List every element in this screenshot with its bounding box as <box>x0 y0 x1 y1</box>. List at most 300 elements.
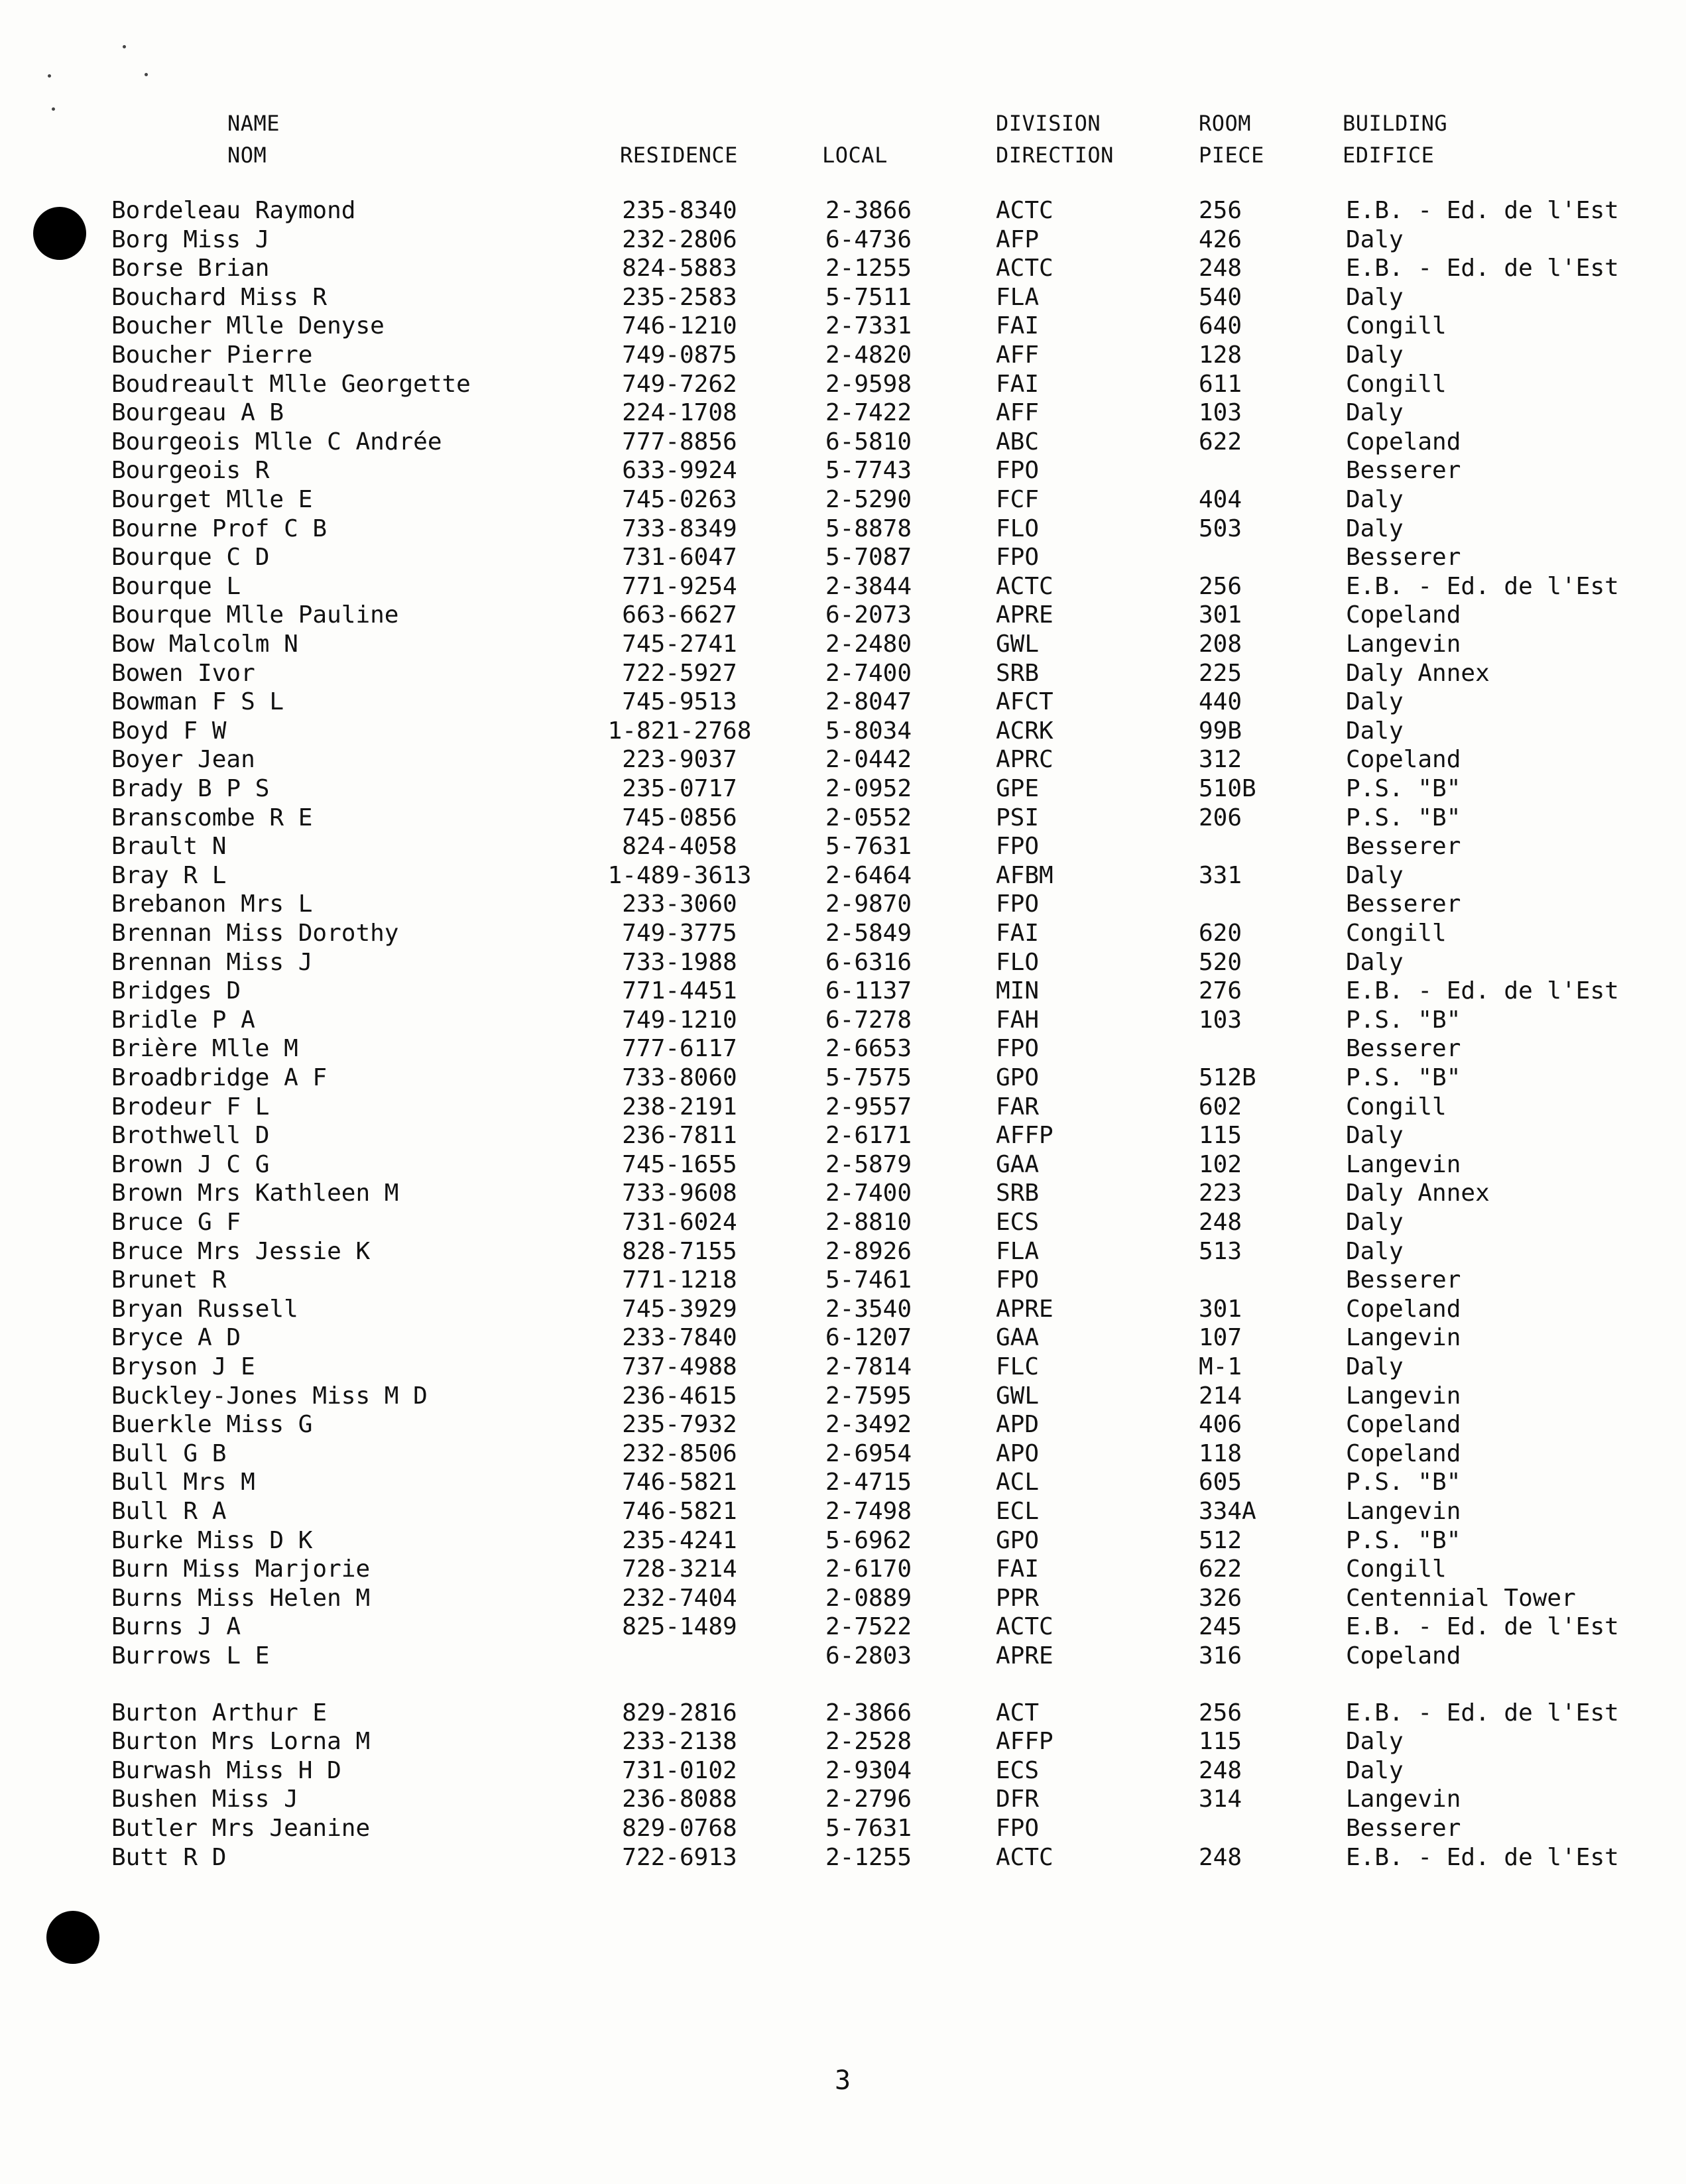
cell-residence: 828-7155 <box>622 1237 737 1265</box>
cell-residence: 235-4241 <box>622 1526 737 1554</box>
cell-division: FPO <box>996 1815 1040 1842</box>
cell-division: FPO <box>996 544 1040 572</box>
table-row <box>0 804 1686 833</box>
cell-residence: 825-1489 <box>622 1613 737 1641</box>
cell-local: 5-7631 <box>825 833 912 861</box>
cell-division: GWL <box>996 631 1040 658</box>
cell-local: 2-2480 <box>825 631 912 658</box>
cell-division: FCF <box>996 486 1040 513</box>
cell-division: AFCT <box>996 688 1054 716</box>
cell-division: AFBM <box>996 861 1054 889</box>
cell-room: 223 <box>1199 1180 1242 1207</box>
cell-name: Brodeur F L <box>111 1093 270 1121</box>
cell-room: 214 <box>1199 1382 1242 1410</box>
cell-local: 2-0952 <box>825 775 912 802</box>
cell-building: E.B. - Ed. de l'Est <box>1346 1699 1619 1727</box>
cell-name: Broadbridge A F <box>111 1064 328 1091</box>
cell-residence: 749-0875 <box>622 341 737 369</box>
cell-local: 5-7087 <box>825 544 912 572</box>
cell-local: 2-3540 <box>825 1295 912 1323</box>
cell-residence: 235-7932 <box>622 1411 737 1439</box>
header-local: LOCAL <box>822 143 888 168</box>
cell-building: Daly <box>1346 1728 1404 1756</box>
cell-local: 2-1255 <box>825 255 912 282</box>
header-building-en: BUILDING <box>1343 111 1448 136</box>
cell-local: 2-1255 <box>825 1843 912 1871</box>
speck <box>52 107 55 111</box>
cell-name: Bow Malcolm N <box>111 631 298 658</box>
cell-residence: 232-8506 <box>622 1439 737 1467</box>
cell-name: Burton Arthur E <box>111 1699 328 1727</box>
cell-building: Copeland <box>1346 1439 1461 1467</box>
header-building <box>1343 107 1447 171</box>
header-room-en: ROOM <box>1199 111 1252 136</box>
table-row <box>0 1526 1686 1555</box>
cell-residence: 1-489-3613 <box>607 861 752 889</box>
cell-local: 2-6170 <box>825 1555 912 1583</box>
cell-residence: 224-1708 <box>622 399 737 427</box>
cell-room: 102 <box>1199 1150 1242 1178</box>
header-division <box>996 107 1114 171</box>
cell-local: 2-0442 <box>825 746 912 774</box>
cell-room: 103 <box>1199 399 1242 427</box>
header-building-fr: EDIFICE <box>1343 143 1435 168</box>
cell-division: GWL <box>996 1382 1040 1410</box>
cell-building: Congill <box>1346 312 1447 340</box>
cell-name: Brault N <box>111 833 227 861</box>
cell-name: Brennan Miss Dorothy <box>111 920 399 947</box>
table-row <box>0 1295 1686 1324</box>
table-row <box>0 1814 1686 1843</box>
table-row <box>0 312 1686 341</box>
cell-building: Langevin <box>1346 631 1461 658</box>
cell-residence: 745-0856 <box>622 804 737 831</box>
cell-room: 256 <box>1199 197 1242 224</box>
cell-division: ECS <box>996 1756 1040 1784</box>
cell-division: ACL <box>996 1469 1040 1496</box>
table-row <box>0 485 1686 515</box>
cell-local: 6-4736 <box>825 225 912 253</box>
cell-division: ACT <box>996 1699 1040 1727</box>
cell-building: Langevin <box>1346 1786 1461 1813</box>
cell-residence: 745-1655 <box>622 1150 737 1178</box>
cell-residence: 829-0768 <box>622 1815 737 1842</box>
cell-room: 334A <box>1199 1498 1256 1525</box>
cell-division: ACTC <box>996 197 1054 224</box>
table-row <box>0 630 1686 659</box>
cell-building: Besserer <box>1346 1266 1461 1294</box>
cell-name: Bourget Mlle E <box>111 486 313 513</box>
cell-residence: 235-8340 <box>622 197 737 224</box>
cell-name: Burrows L E <box>111 1642 270 1669</box>
cell-local: 2-4820 <box>825 341 912 369</box>
cell-building: E.B. - Ed. de l'Est <box>1346 255 1619 282</box>
cell-building: Copeland <box>1346 601 1461 629</box>
cell-room: 611 <box>1199 370 1242 398</box>
cell-local: 2-9557 <box>825 1093 912 1121</box>
cell-local: 2-7331 <box>825 312 912 340</box>
cell-name: Bourque Mlle Pauline <box>111 601 399 629</box>
table-row <box>0 543 1686 572</box>
cell-building: Daly <box>1346 399 1404 427</box>
cell-building: Daly <box>1346 1237 1404 1265</box>
cell-name: Branscombe R E <box>111 804 313 831</box>
cell-name: Bridle P A <box>111 1006 255 1034</box>
cell-name: Bourne Prof C B <box>111 515 328 542</box>
cell-name: Brebanon Mrs L <box>111 890 313 918</box>
cell-name: Bray R L <box>111 861 227 889</box>
cell-local: 2-2796 <box>825 1786 912 1813</box>
cell-building: P.S. "B" <box>1346 775 1461 802</box>
table-row <box>0 601 1686 630</box>
cell-local: 2-3866 <box>825 197 912 224</box>
cell-building: P.S. "B" <box>1346 1526 1461 1554</box>
cell-residence: 232-2806 <box>622 225 737 253</box>
cell-local: 5-8034 <box>825 717 912 745</box>
table-row <box>0 196 1686 225</box>
cell-building: Copeland <box>1346 1642 1461 1669</box>
cell-division: FPO <box>996 457 1040 485</box>
cell-division: ACTC <box>996 1843 1054 1871</box>
table-row <box>0 1727 1686 1756</box>
cell-building: E.B. - Ed. de l'Est <box>1346 197 1619 224</box>
cell-residence: 771-1218 <box>622 1266 737 1294</box>
cell-name: Brady B P S <box>111 775 270 802</box>
cell-name: Burn Miss Marjorie <box>111 1555 371 1583</box>
table-row <box>0 919 1686 948</box>
cell-name: Brothwell D <box>111 1122 270 1150</box>
cell-division: AFP <box>996 225 1040 253</box>
cell-residence: 235-0717 <box>622 775 737 802</box>
speck <box>48 74 51 78</box>
cell-building: P.S. "B" <box>1346 1469 1461 1496</box>
cell-room: 512 <box>1199 1526 1242 1554</box>
cell-division: GPO <box>996 1064 1040 1091</box>
cell-building: Langevin <box>1346 1382 1461 1410</box>
cell-room: 440 <box>1199 688 1242 716</box>
cell-building: Copeland <box>1346 746 1461 774</box>
cell-room: 622 <box>1199 428 1242 455</box>
table-row <box>0 1034 1686 1063</box>
cell-building: Besserer <box>1346 544 1461 572</box>
cell-residence: 236-7811 <box>622 1122 737 1150</box>
cell-room: 115 <box>1199 1122 1242 1150</box>
cell-residence: 236-4615 <box>622 1382 737 1410</box>
cell-residence: 745-0263 <box>622 486 737 513</box>
cell-building: Congill <box>1346 1555 1447 1583</box>
table-row <box>0 1410 1686 1439</box>
cell-residence: 824-4058 <box>622 833 737 861</box>
cell-division: FAR <box>996 1093 1040 1121</box>
cell-local: 5-7511 <box>825 283 912 311</box>
cell-room: 276 <box>1199 977 1242 1005</box>
cell-residence: 1-821-2768 <box>607 717 752 745</box>
cell-division: FPO <box>996 833 1040 861</box>
cell-local: 2-9304 <box>825 1756 912 1784</box>
cell-residence: 829-2816 <box>622 1699 737 1727</box>
cell-name: Burns Miss Helen M <box>111 1584 371 1612</box>
cell-local: 2-3844 <box>825 572 912 600</box>
cell-room: 118 <box>1199 1439 1242 1467</box>
cell-name: Borse Brian <box>111 255 270 282</box>
cell-room: 248 <box>1199 1843 1242 1871</box>
cell-local: 5-8878 <box>825 515 912 542</box>
cell-local: 6-1207 <box>825 1324 912 1352</box>
cell-residence: 733-1988 <box>622 948 737 976</box>
cell-building: E.B. - Ed. de l'Est <box>1346 977 1619 1005</box>
header-name-en: NAME <box>227 111 280 136</box>
cell-local: 2-7814 <box>825 1353 912 1380</box>
speck <box>145 73 148 76</box>
cell-building: Daly <box>1346 283 1404 311</box>
cell-division: PPR <box>996 1584 1040 1612</box>
table-row <box>0 1237 1686 1266</box>
cell-room: 128 <box>1199 341 1242 369</box>
cell-name: Bourgeois R <box>111 457 270 485</box>
cell-residence: 722-5927 <box>622 659 737 687</box>
cell-name: Bryson J E <box>111 1353 255 1380</box>
cell-name: Butt R D <box>111 1843 227 1871</box>
cell-local: 5-7575 <box>825 1064 912 1091</box>
table-row <box>0 890 1686 919</box>
cell-room: 620 <box>1199 920 1242 947</box>
cell-division: APRE <box>996 1642 1054 1669</box>
cell-division: FLO <box>996 948 1040 976</box>
cell-room: 208 <box>1199 631 1242 658</box>
cell-division: FLC <box>996 1353 1040 1380</box>
cell-name: Brunet R <box>111 1266 227 1294</box>
cell-local: 6-2803 <box>825 1642 912 1669</box>
cell-room: 312 <box>1199 746 1242 774</box>
punch-hole-bottom <box>46 1911 99 1964</box>
table-row <box>0 688 1686 717</box>
cell-building: Besserer <box>1346 1035 1461 1063</box>
table-row <box>0 254 1686 283</box>
cell-division: FAI <box>996 920 1040 947</box>
cell-local: 2-6171 <box>825 1122 912 1150</box>
cell-residence: 633-9924 <box>622 457 737 485</box>
table-row <box>0 1382 1686 1411</box>
table-row <box>0 572 1686 601</box>
cell-local: 6-1137 <box>825 977 912 1005</box>
cell-division: AFF <box>996 399 1040 427</box>
cell-residence: 746-1210 <box>622 312 737 340</box>
cell-name: Boudreault Mlle Georgette <box>111 370 471 398</box>
cell-residence: 737-4988 <box>622 1353 737 1380</box>
cell-room: 326 <box>1199 1584 1242 1612</box>
cell-division: FAI <box>996 370 1040 398</box>
cell-room: 245 <box>1199 1613 1242 1641</box>
cell-division: ACTC <box>996 1613 1054 1641</box>
cell-name: Boucher Mlle Denyse <box>111 312 385 340</box>
cell-division: FLO <box>996 515 1040 542</box>
cell-local: 2-7400 <box>825 659 912 687</box>
cell-residence: 749-3775 <box>622 920 737 947</box>
cell-room: 314 <box>1199 1786 1242 1813</box>
cell-division: FAI <box>996 1555 1040 1583</box>
cell-building: Daly Annex <box>1346 1180 1490 1207</box>
cell-division: ECL <box>996 1498 1040 1525</box>
cell-residence: 236-8088 <box>622 1786 737 1813</box>
cell-name: Brennan Miss J <box>111 948 313 976</box>
table-row <box>0 1439 1686 1469</box>
cell-local: 2-6954 <box>825 1439 912 1467</box>
cell-local: 6-7278 <box>825 1006 912 1034</box>
cell-local: 6-2073 <box>825 601 912 629</box>
cell-room: 206 <box>1199 804 1242 831</box>
cell-building: Daly <box>1346 225 1404 253</box>
cell-local: 2-8926 <box>825 1237 912 1265</box>
table-row <box>0 225 1686 255</box>
cell-name: Brown J C G <box>111 1150 270 1178</box>
table-row <box>0 948 1686 977</box>
table-row <box>0 1699 1686 1728</box>
table-row <box>0 1843 1686 1872</box>
cell-residence: 745-2741 <box>622 631 737 658</box>
cell-room: 248 <box>1199 1209 1242 1236</box>
cell-name: Bowman F S L <box>111 688 284 716</box>
cell-local: 2-4715 <box>825 1469 912 1496</box>
cell-room: 512B <box>1199 1064 1256 1091</box>
cell-division: MIN <box>996 977 1040 1005</box>
cell-building: Congill <box>1346 920 1447 947</box>
table-row <box>0 832 1686 861</box>
table-row <box>0 428 1686 457</box>
cell-room: 256 <box>1199 572 1242 600</box>
table-row <box>0 341 1686 370</box>
cell-division: FPO <box>996 1035 1040 1063</box>
cell-building: Copeland <box>1346 1295 1461 1323</box>
table-row <box>0 717 1686 746</box>
cell-division: FPO <box>996 890 1040 918</box>
cell-name: Bourque L <box>111 572 241 600</box>
cell-division: GPO <box>996 1526 1040 1554</box>
cell-name: Boyer Jean <box>111 746 255 774</box>
cell-division: FPO <box>996 1266 1040 1294</box>
cell-local: 2-7595 <box>825 1382 912 1410</box>
cell-local: 2-3866 <box>825 1699 912 1727</box>
cell-room: 248 <box>1199 1756 1242 1784</box>
cell-name: Burton Mrs Lorna M <box>111 1728 371 1756</box>
cell-name: Borg Miss J <box>111 225 270 253</box>
cell-division: FAH <box>996 1006 1040 1034</box>
header-residence: RESIDENCE <box>620 143 738 168</box>
cell-name: Bourgeau A B <box>111 399 284 427</box>
cell-residence: 777-6117 <box>622 1035 737 1063</box>
cell-building: P.S. "B" <box>1346 804 1461 831</box>
table-row <box>0 283 1686 312</box>
cell-division: AFFP <box>996 1122 1054 1150</box>
table-row <box>0 774 1686 804</box>
cell-local: 2-6464 <box>825 861 912 889</box>
cell-residence: 749-1210 <box>622 1006 737 1034</box>
cell-local: 6-5810 <box>825 428 912 455</box>
cell-residence: 731-6047 <box>622 544 737 572</box>
cell-room: 115 <box>1199 1728 1242 1756</box>
cell-local: 2-6653 <box>825 1035 912 1063</box>
cell-residence: 722-6913 <box>622 1843 737 1871</box>
cell-building: E.B. - Ed. de l'Est <box>1346 1843 1619 1871</box>
cell-name: Bridges D <box>111 977 241 1005</box>
cell-building: Besserer <box>1346 457 1461 485</box>
table-row <box>0 1642 1686 1671</box>
cell-residence: 777-8856 <box>622 428 737 455</box>
header-name-fr: NOM <box>227 143 267 168</box>
cell-residence: 824-5883 <box>622 255 737 282</box>
cell-residence: 733-8060 <box>622 1064 737 1091</box>
cell-name: Bull G B <box>111 1439 227 1467</box>
cell-building: Daly <box>1346 515 1404 542</box>
cell-local: 2-2528 <box>825 1728 912 1756</box>
cell-local: 2-7522 <box>825 1613 912 1641</box>
cell-room: 107 <box>1199 1324 1242 1352</box>
cell-residence: 233-2138 <box>622 1728 737 1756</box>
cell-name: Burns J A <box>111 1613 241 1641</box>
cell-building: Daly <box>1346 717 1404 745</box>
cell-division: ACTC <box>996 572 1054 600</box>
cell-residence: 238-2191 <box>622 1093 737 1121</box>
cell-building: Daly <box>1346 486 1404 513</box>
cell-division: GAA <box>996 1150 1040 1178</box>
cell-room: 503 <box>1199 515 1242 542</box>
cell-room: 256 <box>1199 1699 1242 1727</box>
cell-local: 6-6316 <box>825 948 912 976</box>
cell-division: GPE <box>996 775 1040 802</box>
cell-room: 520 <box>1199 948 1242 976</box>
cell-residence: 233-3060 <box>622 890 737 918</box>
cell-local: 2-5849 <box>825 920 912 947</box>
cell-name: Bushen Miss J <box>111 1786 298 1813</box>
cell-room: 605 <box>1199 1469 1242 1496</box>
table-row <box>0 1006 1686 1035</box>
cell-name: Bruce G F <box>111 1209 241 1236</box>
cell-building: Daly Annex <box>1346 659 1490 687</box>
cell-local: 2-7422 <box>825 399 912 427</box>
table-row <box>0 1093 1686 1122</box>
header-division-fr: DIRECTION <box>996 143 1114 168</box>
table-row <box>0 1612 1686 1642</box>
table-row <box>0 1497 1686 1526</box>
table-row <box>0 1584 1686 1613</box>
table-row <box>0 1468 1686 1497</box>
cell-residence: 731-6024 <box>622 1209 737 1236</box>
table-row <box>0 515 1686 544</box>
cell-division: APD <box>996 1411 1040 1439</box>
cell-building: Daly <box>1346 1209 1404 1236</box>
cell-room: 426 <box>1199 225 1242 253</box>
cell-residence: 733-8349 <box>622 515 737 542</box>
cell-room: 404 <box>1199 486 1242 513</box>
cell-building: Daly <box>1346 948 1404 976</box>
cell-local: 5-6962 <box>825 1526 912 1554</box>
cell-local: 2-0889 <box>825 1584 912 1612</box>
cell-name: Bourgeois Mlle C Andrée <box>111 428 442 455</box>
cell-division: APRE <box>996 601 1054 629</box>
table-row <box>0 1353 1686 1382</box>
cell-building: P.S. "B" <box>1346 1064 1461 1091</box>
table-row <box>0 398 1686 428</box>
cell-room: 622 <box>1199 1555 1242 1583</box>
cell-residence: 749-7262 <box>622 370 737 398</box>
cell-division: ECS <box>996 1209 1040 1236</box>
cell-building: Daly <box>1346 1122 1404 1150</box>
cell-division: ACTC <box>996 255 1054 282</box>
table-row <box>0 659 1686 688</box>
cell-residence: 733-9608 <box>622 1180 737 1207</box>
cell-division: AFFP <box>996 1728 1054 1756</box>
cell-name: Buckley-Jones Miss M D <box>111 1382 428 1410</box>
cell-building: Daly <box>1346 1756 1404 1784</box>
